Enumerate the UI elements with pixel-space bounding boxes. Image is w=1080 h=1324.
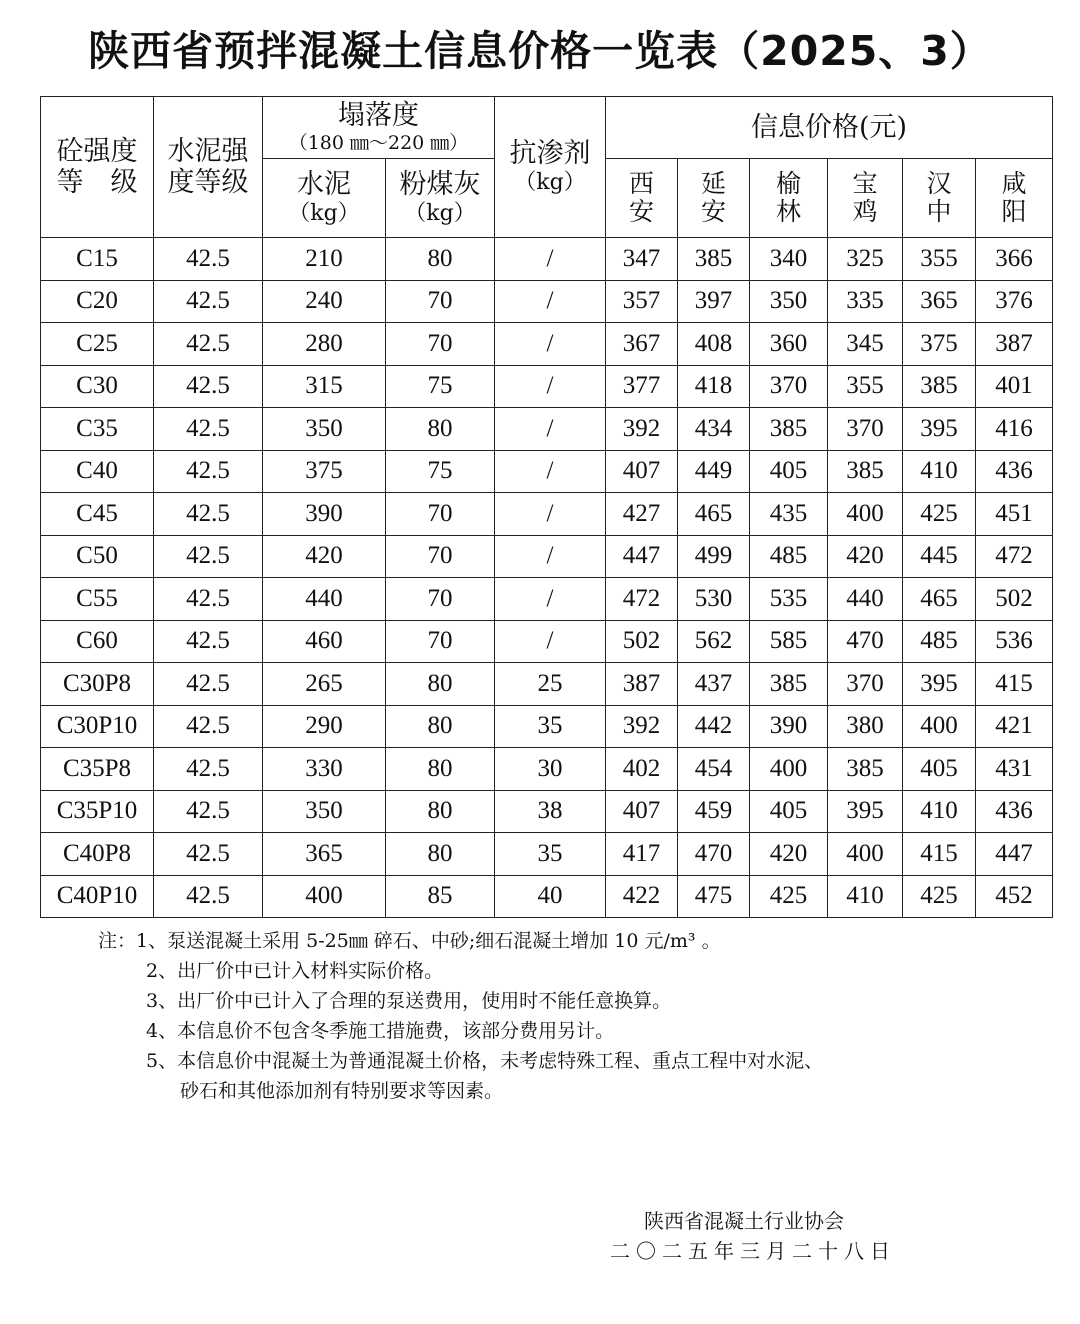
- table-row: [41, 450, 1053, 493]
- cell-price-xian: 347: [606, 238, 678, 281]
- cell-price-hanzhong: 425: [903, 493, 976, 536]
- cell-price-baoji: 345: [828, 323, 903, 366]
- cell-price-yanan: 470: [678, 833, 750, 876]
- cell-price-baoji: 440: [828, 578, 903, 621]
- cell-price-yanan: 454: [678, 748, 750, 791]
- table-row: [41, 790, 1053, 833]
- cell-cement-kg: 290: [263, 705, 386, 748]
- cell-cement-grade: 42.5: [154, 663, 263, 706]
- cell-price-hanzhong: 445: [903, 535, 976, 578]
- cell-price-yulin: 435: [750, 493, 828, 536]
- cell-grade: C40P8: [41, 833, 154, 876]
- cell-price-yulin: 425: [750, 875, 828, 918]
- cell-price-yanan: 437: [678, 663, 750, 706]
- cell-price-xianyang: 431: [976, 748, 1053, 791]
- cell-cement-grade: 42.5: [154, 833, 263, 876]
- note-line: 砂石和其他添加剂有特别要求等因素。: [180, 1080, 504, 1102]
- cell-price-yanan: 408: [678, 323, 750, 366]
- page-title: 陕西省预拌混凝土信息价格一览表（2025、3）: [88, 27, 992, 75]
- cell-price-yanan: 442: [678, 705, 750, 748]
- table-row: [41, 705, 1053, 748]
- cell-price-xian: 377: [606, 365, 678, 408]
- cell-price-baoji: 470: [828, 620, 903, 663]
- cell-price-baoji: 335: [828, 280, 903, 323]
- cell-price-hanzhong: 365: [903, 280, 976, 323]
- cell-flyash-kg: 80: [386, 663, 495, 706]
- header-price: 信息价格(元): [606, 97, 1053, 159]
- cell-antiseep-kg: 35: [495, 833, 606, 876]
- cell-price-xianyang: 416: [976, 408, 1053, 451]
- header-city-yanan: 延 安: [678, 159, 750, 238]
- header-city-yulin: 榆 林: [750, 159, 828, 238]
- cell-flyash-kg: 70: [386, 493, 495, 536]
- header-city-hanzhong: 汉 中: [903, 159, 976, 238]
- table-row: [41, 535, 1053, 578]
- cell-price-xian: 392: [606, 705, 678, 748]
- cell-price-baoji: 370: [828, 408, 903, 451]
- cell-antiseep-kg: 38: [495, 790, 606, 833]
- cell-cement-kg: 440: [263, 578, 386, 621]
- cell-price-xian: 417: [606, 833, 678, 876]
- cell-price-xian: 357: [606, 280, 678, 323]
- table-row: [41, 875, 1053, 918]
- cell-cement-grade: 42.5: [154, 280, 263, 323]
- cell-price-yanan: 530: [678, 578, 750, 621]
- header-strength-grade: 砼强度 等 级: [41, 97, 154, 238]
- cell-cement-grade: 42.5: [154, 748, 263, 791]
- cell-price-yulin: 340: [750, 238, 828, 281]
- cell-flyash-kg: 75: [386, 450, 495, 493]
- cell-price-yulin: 385: [750, 408, 828, 451]
- cell-price-baoji: 380: [828, 705, 903, 748]
- cell-price-xianyang: 415: [976, 663, 1053, 706]
- cell-antiseep-kg: 25: [495, 663, 606, 706]
- cell-cement-grade: 42.5: [154, 790, 263, 833]
- note-line: 注：1、泵送混凝土采用 5-25㎜ 碎石、中砂;细石混凝土增加 10 元/m³ 。: [98, 930, 721, 952]
- cell-cement-kg: 280: [263, 323, 386, 366]
- cell-price-xianyang: 421: [976, 705, 1053, 748]
- cell-grade: C45: [41, 493, 154, 536]
- cell-price-baoji: 400: [828, 493, 903, 536]
- signature-org: 陕西省混凝土行业协会: [644, 1209, 844, 1233]
- cell-price-yanan: 434: [678, 408, 750, 451]
- cell-antiseep-kg: 30: [495, 748, 606, 791]
- header-slump: 塌落度 （180 ㎜～220 ㎜）: [263, 97, 495, 159]
- table-row: [41, 493, 1053, 536]
- cell-cement-kg: 460: [263, 620, 386, 663]
- cell-price-yulin: 360: [750, 323, 828, 366]
- cell-price-yanan: 418: [678, 365, 750, 408]
- cell-grade: C40: [41, 450, 154, 493]
- table-row: [41, 408, 1053, 451]
- price-table: [40, 96, 1053, 918]
- cell-price-hanzhong: 410: [903, 450, 976, 493]
- table-row: [41, 365, 1053, 408]
- cell-flyash-kg: 80: [386, 748, 495, 791]
- cell-flyash-kg: 70: [386, 620, 495, 663]
- note-line: 2、出厂价中已计入材料实际价格。: [146, 960, 444, 982]
- cell-price-hanzhong: 355: [903, 238, 976, 281]
- cell-grade: C20: [41, 280, 154, 323]
- table-row: [41, 238, 1053, 281]
- header-cement-grade: 水泥强 度等级: [154, 97, 263, 238]
- cell-price-hanzhong: 485: [903, 620, 976, 663]
- cell-price-hanzhong: 400: [903, 705, 976, 748]
- cell-price-baoji: 325: [828, 238, 903, 281]
- cell-antiseep-kg: /: [495, 578, 606, 621]
- cell-price-xianyang: 451: [976, 493, 1053, 536]
- cell-price-xian: 407: [606, 790, 678, 833]
- table-row: [41, 748, 1053, 791]
- header-city-baoji: 宝 鸡: [828, 159, 903, 238]
- cell-price-hanzhong: 415: [903, 833, 976, 876]
- cell-price-yulin: 535: [750, 578, 828, 621]
- cell-price-yanan: 465: [678, 493, 750, 536]
- cell-antiseep-kg: /: [495, 493, 606, 536]
- cell-antiseep-kg: /: [495, 620, 606, 663]
- table-row: [41, 620, 1053, 663]
- cell-price-hanzhong: 410: [903, 790, 976, 833]
- cell-cement-kg: 265: [263, 663, 386, 706]
- cell-flyash-kg: 80: [386, 833, 495, 876]
- cell-grade: C30P8: [41, 663, 154, 706]
- cell-price-xian: 367: [606, 323, 678, 366]
- cell-flyash-kg: 80: [386, 790, 495, 833]
- cell-price-xianyang: 387: [976, 323, 1053, 366]
- cell-price-baoji: 410: [828, 875, 903, 918]
- cell-price-hanzhong: 465: [903, 578, 976, 621]
- cell-price-yulin: 405: [750, 450, 828, 493]
- cell-price-yulin: 390: [750, 705, 828, 748]
- cell-price-xianyang: 401: [976, 365, 1053, 408]
- cell-flyash-kg: 70: [386, 280, 495, 323]
- cell-price-yanan: 385: [678, 238, 750, 281]
- header-city-xianyang: 咸 阳: [976, 159, 1053, 238]
- cell-price-yulin: 485: [750, 535, 828, 578]
- cell-grade: C40P10: [41, 875, 154, 918]
- header-cement: 水泥 （kg）: [263, 159, 386, 238]
- cell-cement-grade: 42.5: [154, 875, 263, 918]
- cell-cement-kg: 240: [263, 280, 386, 323]
- cell-price-xianyang: 436: [976, 790, 1053, 833]
- table-row: [41, 323, 1053, 366]
- cell-price-hanzhong: 395: [903, 663, 976, 706]
- cell-cement-grade: 42.5: [154, 408, 263, 451]
- note-line: 5、本信息价中混凝土为普通混凝土价格，未考虑特殊工程、重点工程中对水泥、: [146, 1050, 824, 1072]
- cell-cement-kg: 400: [263, 875, 386, 918]
- cell-cement-grade: 42.5: [154, 323, 263, 366]
- cell-price-xian: 407: [606, 450, 678, 493]
- cell-cement-kg: 330: [263, 748, 386, 791]
- cell-antiseep-kg: 40: [495, 875, 606, 918]
- table-row: [41, 280, 1053, 323]
- cell-price-baoji: 385: [828, 450, 903, 493]
- cell-cement-grade: 42.5: [154, 535, 263, 578]
- cell-price-xian: 472: [606, 578, 678, 621]
- cell-price-xianyang: 366: [976, 238, 1053, 281]
- cell-grade: C50: [41, 535, 154, 578]
- cell-antiseep-kg: /: [495, 365, 606, 408]
- cell-price-xianyang: 472: [976, 535, 1053, 578]
- cell-cement-grade: 42.5: [154, 365, 263, 408]
- cell-price-xianyang: 536: [976, 620, 1053, 663]
- cell-price-xianyang: 436: [976, 450, 1053, 493]
- cell-cement-kg: 210: [263, 238, 386, 281]
- cell-price-baoji: 355: [828, 365, 903, 408]
- cell-cement-grade: 42.5: [154, 578, 263, 621]
- cell-cement-grade: 42.5: [154, 620, 263, 663]
- cell-cement-grade: 42.5: [154, 705, 263, 748]
- notes: [98, 926, 823, 1106]
- cell-price-yanan: 562: [678, 620, 750, 663]
- cell-price-baoji: 395: [828, 790, 903, 833]
- cell-price-xian: 387: [606, 663, 678, 706]
- cell-grade: C35P10: [41, 790, 154, 833]
- cell-cement-grade: 42.5: [154, 450, 263, 493]
- cell-cement-kg: 390: [263, 493, 386, 536]
- signature-date: 二〇二五年三月二十八日: [610, 1239, 896, 1263]
- cell-antiseep-kg: /: [495, 408, 606, 451]
- note-line: 3、出厂价中已计入了合理的泵送费用，使用时不能任意换算。: [146, 990, 672, 1012]
- cell-price-xian: 422: [606, 875, 678, 918]
- cell-grade: C25: [41, 323, 154, 366]
- cell-price-hanzhong: 405: [903, 748, 976, 791]
- cell-price-xian: 402: [606, 748, 678, 791]
- cell-price-hanzhong: 375: [903, 323, 976, 366]
- cell-flyash-kg: 80: [386, 705, 495, 748]
- cell-price-xianyang: 447: [976, 833, 1053, 876]
- cell-cement-kg: 350: [263, 408, 386, 451]
- cell-flyash-kg: 80: [386, 238, 495, 281]
- cell-antiseep-kg: 35: [495, 705, 606, 748]
- cell-antiseep-kg: /: [495, 238, 606, 281]
- cell-flyash-kg: 75: [386, 365, 495, 408]
- cell-price-baoji: 370: [828, 663, 903, 706]
- cell-flyash-kg: 70: [386, 323, 495, 366]
- cell-price-yulin: 420: [750, 833, 828, 876]
- cell-grade: C35P8: [41, 748, 154, 791]
- table-row: [41, 578, 1053, 621]
- cell-antiseep-kg: /: [495, 280, 606, 323]
- cell-price-xianyang: 452: [976, 875, 1053, 918]
- table-row: [41, 833, 1053, 876]
- table-body: [41, 238, 1053, 918]
- cell-cement-kg: 375: [263, 450, 386, 493]
- cell-cement-grade: 42.5: [154, 493, 263, 536]
- cell-price-yulin: 585: [750, 620, 828, 663]
- cell-grade: C35: [41, 408, 154, 451]
- header-antiseep: 抗渗剂 （kg）: [495, 97, 606, 238]
- cell-flyash-kg: 70: [386, 578, 495, 621]
- cell-price-yanan: 475: [678, 875, 750, 918]
- cell-flyash-kg: 80: [386, 408, 495, 451]
- header-city-xian: 西 安: [606, 159, 678, 238]
- cell-price-baoji: 420: [828, 535, 903, 578]
- cell-price-baoji: 385: [828, 748, 903, 791]
- cell-price-xianyang: 376: [976, 280, 1053, 323]
- cell-grade: C60: [41, 620, 154, 663]
- cell-price-xian: 427: [606, 493, 678, 536]
- cell-grade: C30: [41, 365, 154, 408]
- header-flyash: 粉煤灰 （kg）: [386, 159, 495, 238]
- cell-antiseep-kg: /: [495, 535, 606, 578]
- cell-price-yulin: 400: [750, 748, 828, 791]
- cell-price-xianyang: 502: [976, 578, 1053, 621]
- table-row: [41, 663, 1053, 706]
- cell-price-yulin: 350: [750, 280, 828, 323]
- cell-flyash-kg: 85: [386, 875, 495, 918]
- cell-price-yanan: 397: [678, 280, 750, 323]
- cell-price-xian: 502: [606, 620, 678, 663]
- cell-antiseep-kg: /: [495, 323, 606, 366]
- cell-grade: C55: [41, 578, 154, 621]
- cell-price-hanzhong: 385: [903, 365, 976, 408]
- note-line: 4、本信息价不包含冬季施工措施费，该部分费用另计。: [146, 1020, 615, 1042]
- cell-price-hanzhong: 425: [903, 875, 976, 918]
- cell-price-yulin: 370: [750, 365, 828, 408]
- cell-price-yanan: 459: [678, 790, 750, 833]
- cell-cement-kg: 365: [263, 833, 386, 876]
- cell-cement-kg: 315: [263, 365, 386, 408]
- cell-price-hanzhong: 395: [903, 408, 976, 451]
- cell-price-yulin: 385: [750, 663, 828, 706]
- cell-cement-kg: 350: [263, 790, 386, 833]
- cell-price-yanan: 449: [678, 450, 750, 493]
- cell-cement-grade: 42.5: [154, 238, 263, 281]
- cell-price-yanan: 499: [678, 535, 750, 578]
- cell-price-yulin: 405: [750, 790, 828, 833]
- signature: [610, 1206, 896, 1266]
- cell-flyash-kg: 70: [386, 535, 495, 578]
- cell-price-xian: 392: [606, 408, 678, 451]
- cell-grade: C15: [41, 238, 154, 281]
- cell-cement-kg: 420: [263, 535, 386, 578]
- cell-price-xian: 447: [606, 535, 678, 578]
- cell-price-baoji: 400: [828, 833, 903, 876]
- cell-grade: C30P10: [41, 705, 154, 748]
- cell-antiseep-kg: /: [495, 450, 606, 493]
